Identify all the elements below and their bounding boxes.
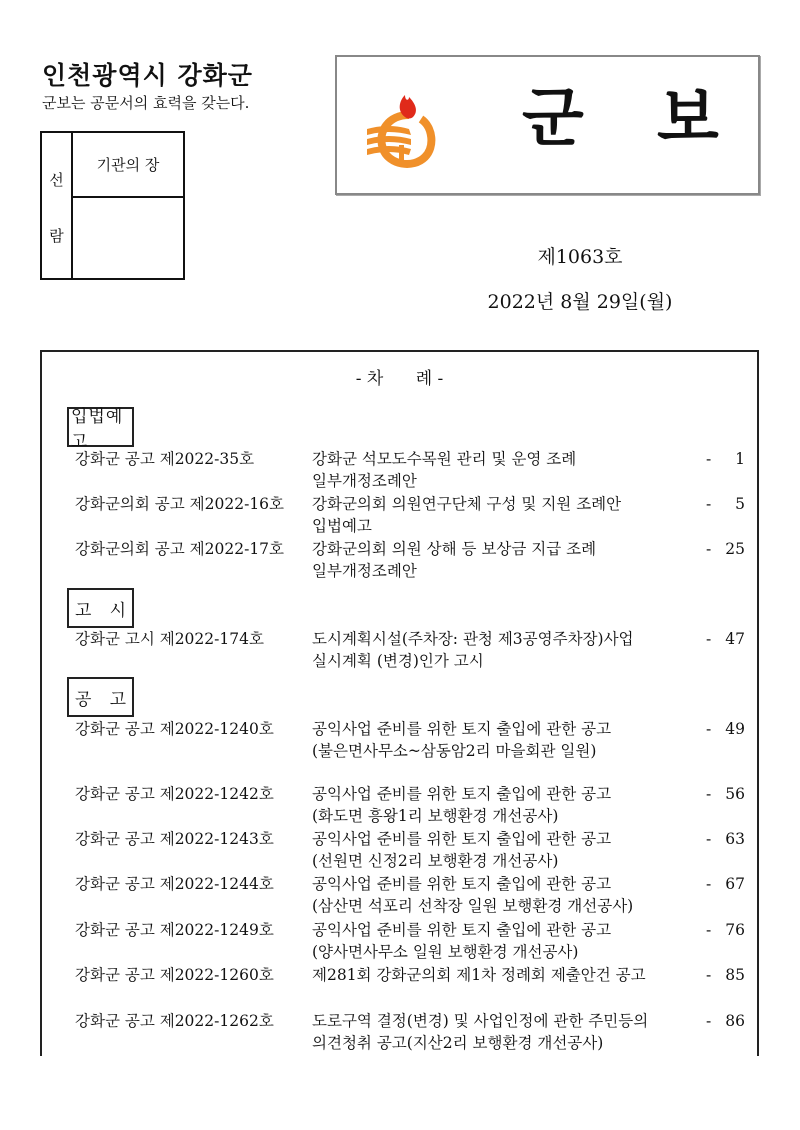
leader-dash: -	[706, 1012, 712, 1030]
page-number: 56	[725, 785, 745, 803]
page-number: 76	[725, 921, 745, 939]
entry-title-continued: 일부개정조례안	[312, 472, 417, 490]
entry-title: 제281회 강화군의회 제1차 정례회 제출안건 공고	[312, 966, 646, 984]
masthead	[335, 55, 760, 195]
entry-title: 공익사업 준비를 위한 토지 출입에 관한 공고	[312, 720, 612, 738]
entry-title: 강화군의회 의원 상해 등 보상금 지급 조례	[312, 540, 597, 558]
leader-dash: -	[706, 966, 712, 984]
notice-number: 강화군 공고 제2022-35호	[75, 450, 255, 468]
leader-dash: -	[706, 921, 712, 939]
leader-dash: -	[706, 540, 712, 558]
entry-title: 공익사업 준비를 위한 토지 출입에 관한 공고	[312, 785, 612, 803]
section-label-char: 공	[75, 689, 92, 710]
page-number: 49	[725, 720, 745, 738]
entry-title-continued: (삼산면 석포리 선착장 일원 보행환경 개선공사)	[312, 897, 634, 915]
section-label-announcement	[67, 677, 134, 717]
entry-title-continued: (양사면사무소 일원 보행환경 개선공사)	[312, 943, 579, 961]
section-label-legislative-notice: 입법예고	[67, 407, 134, 447]
entry-title-continued: 의견청취 공고(지산2리 보행환경 개선공사)	[312, 1034, 604, 1052]
page-number: 63	[725, 830, 745, 848]
review-side-char: 선	[49, 171, 64, 189]
entry-title: 도로구역 결정(변경) 및 사업인정에 관한 주민등의	[312, 1012, 649, 1030]
page-number: 5	[735, 495, 745, 513]
review-top-label: 기관의 장	[73, 133, 183, 198]
notice-number: 강화군 고시 제2022-174호	[75, 630, 264, 648]
notice-number: 강화군의회 공고 제2022-17호	[75, 540, 285, 558]
page-number: 85	[725, 966, 745, 984]
notice-number: 강화군 공고 제2022-1240호	[75, 720, 274, 738]
leader-dash: -	[706, 450, 712, 468]
leader-dash: -	[706, 830, 712, 848]
page-number: 25	[725, 540, 745, 558]
entry-title-continued: (불은면사무소~삼동암2리 마을회관 일원)	[312, 742, 597, 760]
section-label-public-notice	[67, 588, 134, 628]
page-number: 47	[725, 630, 745, 648]
notice-number: 강화군 공고 제2022-1262호	[75, 1012, 274, 1030]
issue-number: 제1063호	[537, 246, 623, 268]
section-label-char: 고	[75, 600, 92, 621]
page-bottom-margin	[0, 1056, 800, 1130]
notice-number: 강화군 공고 제2022-1243호	[75, 830, 274, 848]
page-number: 67	[725, 875, 745, 893]
masthead-title-char: 보	[657, 82, 719, 156]
entry-title: 공익사업 준비를 위한 토지 출입에 관한 공고	[312, 921, 612, 939]
notice-number: 강화군의회 공고 제2022-16호	[75, 495, 285, 513]
masthead-title-char: 군	[522, 82, 584, 156]
gangwha-emblem-icon	[359, 85, 449, 175]
leader-dash: -	[706, 720, 712, 738]
notice-number: 강화군 공고 제2022-1242호	[75, 785, 274, 803]
notice-number: 강화군 공고 제2022-1249호	[75, 921, 274, 939]
page-number: 86	[725, 1012, 745, 1030]
entry-title: 공익사업 준비를 위한 토지 출입에 관한 공고	[312, 830, 612, 848]
review-side-char: 람	[49, 227, 64, 245]
organization-subtitle: 군보는 공문서의 효력을 갖는다.	[42, 94, 250, 112]
leader-dash: -	[706, 875, 712, 893]
organization-title: 인천광역시 강화군	[42, 61, 253, 90]
notice-number: 강화군 공고 제2022-1260호	[75, 966, 274, 984]
entry-title-continued: 일부개정조례안	[312, 562, 417, 580]
notice-number: 강화군 공고 제2022-1244호	[75, 875, 274, 893]
review-box	[40, 131, 185, 280]
toc-heading: - 차 례 -	[355, 369, 444, 389]
leader-dash: -	[706, 495, 712, 513]
leader-dash: -	[706, 785, 712, 803]
table-of-contents	[40, 350, 759, 1110]
entry-title-continued: 입법예고	[312, 517, 372, 535]
review-side-column	[42, 133, 73, 278]
entry-title-continued: (선원면 신정2리 보행환경 개선공사)	[312, 852, 559, 870]
issue-date: 2022년 8월 29일(월)	[487, 291, 673, 313]
entry-title: 공익사업 준비를 위한 토지 출입에 관한 공고	[312, 875, 612, 893]
entry-title: 강화군의회 의원연구단체 구성 및 지원 조례안	[312, 495, 622, 513]
section-label-char: 시	[109, 600, 126, 621]
section-label-char: 고	[109, 689, 126, 710]
entry-title: 도시계획시설(주차장: 관청 제3공영주차장)사업	[312, 630, 634, 648]
entry-title: 강화군 석모도수목원 관리 및 운영 조례	[312, 450, 577, 468]
page-number: 1	[735, 450, 745, 468]
entry-title-continued: (화도면 흥왕1리 보행환경 개선공사)	[312, 807, 559, 825]
leader-dash: -	[706, 630, 712, 648]
entry-title-continued: 실시계획 (변경)인가 고시	[312, 652, 484, 670]
